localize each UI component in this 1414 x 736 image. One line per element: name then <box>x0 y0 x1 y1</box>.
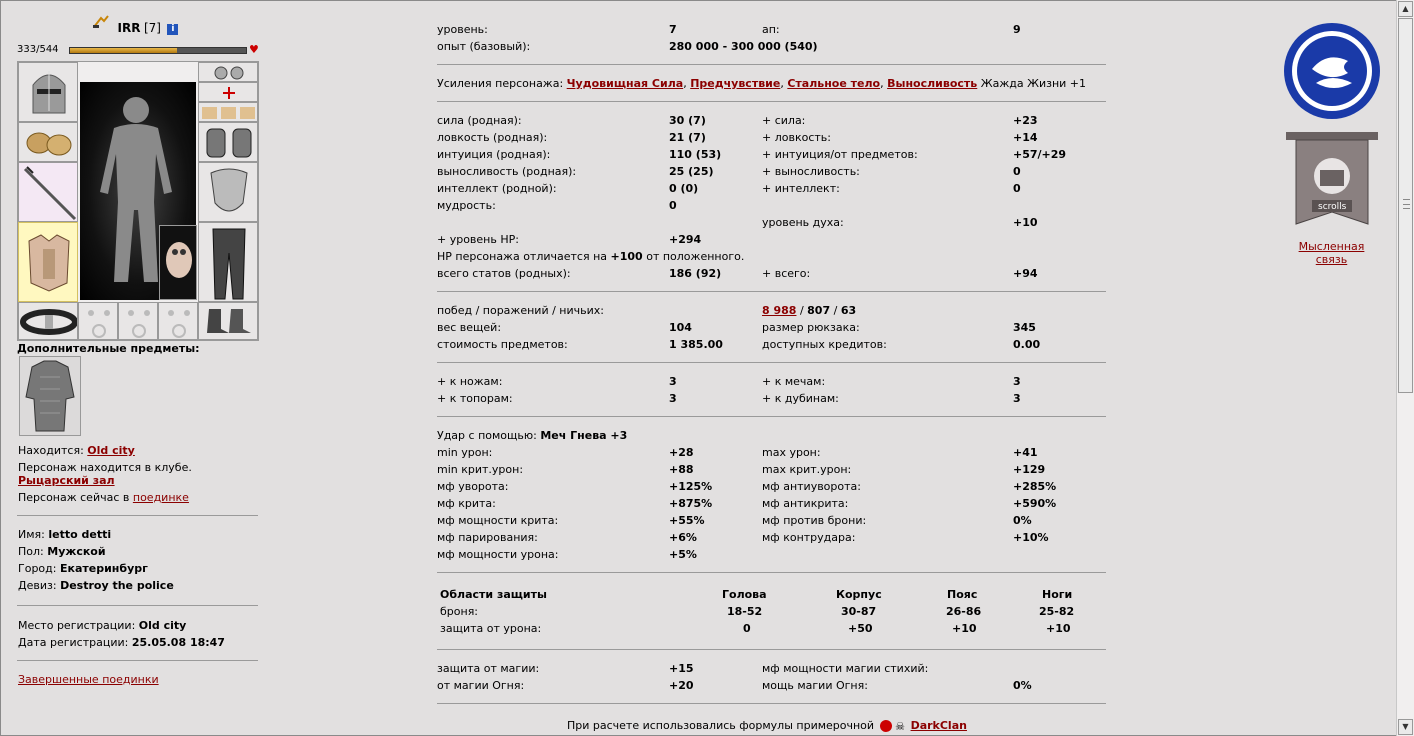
attribute-l: выносливость (родная): <box>437 165 577 178</box>
heart-icon: ♥ <box>249 43 259 56</box>
elem-power-label: мф мощности магии стихий: <box>762 662 929 675</box>
helmet-icon <box>19 63 78 122</box>
wins-link[interactable]: 8 988 <box>762 304 797 317</box>
knives-value: 3 <box>669 375 677 388</box>
magic-def-label: защита от магии: <box>437 662 540 675</box>
divider <box>437 291 1106 292</box>
cost-value: 1 385.00 <box>669 338 723 351</box>
divider <box>437 703 1106 704</box>
hit-row <box>437 429 627 442</box>
divider <box>437 572 1106 573</box>
armor-icon <box>19 223 78 302</box>
empty-ring-icon <box>79 303 118 340</box>
info-icon[interactable]: i <box>167 24 178 35</box>
reg-place-label: Место регистрации: <box>18 619 136 632</box>
axes-value: 3 <box>669 392 677 405</box>
weapon-slot[interactable] <box>18 162 78 222</box>
attribute-v: 21 (7) <box>669 131 706 144</box>
divider <box>17 515 258 516</box>
hp-row <box>17 44 259 58</box>
clan-badge-icon <box>880 720 892 732</box>
combat-stat-l: мф мощности урона: <box>437 548 559 561</box>
fight-link[interactable]: поединке <box>132 491 189 504</box>
gender-value: Мужской <box>47 545 106 558</box>
character-nick-row <box>92 21 178 37</box>
bracers-slot[interactable] <box>18 122 78 162</box>
club-link[interactable]: Рыцарский зал <box>18 474 115 487</box>
leggings-icon <box>199 223 258 302</box>
combat-stat-v2: +285% <box>1013 480 1057 493</box>
hp-note <box>437 250 744 263</box>
motto-label: Девиз: <box>18 579 57 592</box>
backpack-label: размер рюкзака: <box>762 321 860 334</box>
fire-def-value: +20 <box>669 679 694 692</box>
gender-row <box>18 545 106 558</box>
armor-body: 30-87 <box>841 605 877 618</box>
status-text: Персонаж сейчас в <box>18 491 130 504</box>
empty-ring-icon <box>159 303 198 340</box>
attribute-v: +294 <box>669 233 702 246</box>
city-value: Екатеринбург <box>59 562 148 575</box>
total-label-2: + всего: <box>762 267 811 280</box>
gloves-slot[interactable] <box>198 122 258 162</box>
armor-label: броня: <box>440 605 479 618</box>
attribute-l: интеллект (родной): <box>437 182 557 195</box>
divider <box>17 605 258 606</box>
hit-label: Удар с помощью: <box>437 429 537 442</box>
credits-label: доступных кредитов: <box>762 338 887 351</box>
backpack-value: 345 <box>1013 321 1036 334</box>
sword-icon <box>19 163 78 222</box>
gloves-icon <box>199 123 258 162</box>
hp-bar-fill <box>70 48 177 53</box>
shirt-icon <box>20 357 80 435</box>
helmet-slot[interactable] <box>18 62 78 122</box>
combat-stat-v: +875% <box>669 497 713 510</box>
attribute-v: 0 <box>669 199 677 212</box>
boots-icon <box>199 303 258 340</box>
attribute-l2: + интеллект: <box>762 182 840 195</box>
divider <box>17 660 258 661</box>
hp-bar <box>69 47 247 54</box>
buff-link[interactable]: Чудовищная Сила <box>566 77 684 90</box>
reg-place-value: Old city <box>138 619 187 632</box>
attribute-v: 0 (0) <box>669 182 699 195</box>
reg-date-label: Дата регистрации: <box>18 636 129 649</box>
combat-stat-l: мф мощности крита: <box>437 514 559 527</box>
divider <box>437 416 1106 417</box>
mental-link[interactable]: Мысленная связь <box>1298 240 1365 266</box>
combat-stat-l: мф уворота: <box>437 480 509 493</box>
equipment-panel <box>17 61 259 341</box>
combat-stat-l: min крит.урон: <box>437 463 524 476</box>
axes-label: + к топорам: <box>437 392 513 405</box>
ap-value: 9 <box>1013 23 1021 36</box>
city-row <box>18 562 148 575</box>
buff-tail: Жажда Жизни +1 <box>980 77 1087 90</box>
dmg-protection-label: защита от урона: <box>440 622 542 635</box>
dmg-legs: +10 <box>1046 622 1071 635</box>
combat-stat-l: min урон: <box>437 446 493 459</box>
fire-def-label: от магии Огня: <box>437 679 525 692</box>
scroll-grip-icon <box>1403 199 1410 209</box>
attribute-l2: + интуиция/от предметов: <box>762 148 918 161</box>
scrolls-label: scrolls <box>1318 202 1347 212</box>
draws-value: 63 <box>840 304 857 317</box>
armor-legs: 25-82 <box>1039 605 1075 618</box>
attribute-v: 25 (25) <box>669 165 714 178</box>
fire-power-value: 0% <box>1013 679 1032 692</box>
attribute-v2: +57/+29 <box>1013 148 1067 161</box>
additional-items-title: Дополнительные предметы: <box>17 342 200 355</box>
attribute-l2: уровень духа: <box>762 216 844 229</box>
earrings-slot[interactable] <box>198 62 258 82</box>
magic-def-value: +15 <box>669 662 694 675</box>
divider <box>437 101 1106 102</box>
scroll-down-button[interactable]: ▼ <box>1398 719 1413 735</box>
reg-date-value: 25.05.08 18:47 <box>131 636 225 649</box>
weight-value: 104 <box>669 321 692 334</box>
buffs-label: Усиления персонажа: <box>437 77 564 90</box>
clubs-label: + к дубинам: <box>762 392 839 405</box>
align-icon <box>92 15 110 29</box>
armor-slot[interactable] <box>18 222 78 302</box>
combat-stat-v2: +10% <box>1013 531 1049 544</box>
attribute-v2: 0 <box>1013 182 1021 195</box>
combat-stat-l2: мф контрудара: <box>762 531 856 544</box>
combat-stat-v: +6% <box>669 531 697 544</box>
shield-slot[interactable] <box>198 162 258 222</box>
finished-fights-link[interactable]: Завершенные поединки <box>18 673 159 686</box>
boots-slot[interactable] <box>198 302 258 340</box>
combat-stat-l2: мф антиуворота: <box>762 480 861 493</box>
bracers-icon <box>19 123 78 162</box>
divider <box>437 362 1106 363</box>
footer-text: При расчете использовались формулы примерочной <box>567 719 875 732</box>
name-row <box>18 528 111 541</box>
weight-label: вес вещей: <box>437 321 502 334</box>
ring-slot-3[interactable] <box>158 302 198 340</box>
hit-weapon: Меч Гнева +3 <box>540 429 628 442</box>
scroll-up-button[interactable]: ▲ <box>1398 1 1413 17</box>
attribute-l: мудрость: <box>437 199 496 212</box>
city-label: Город: <box>18 562 57 575</box>
character-nick: IRR <box>117 21 141 35</box>
combat-stat-v: +5% <box>669 548 697 561</box>
combat-stat-l2: max урон: <box>762 446 821 459</box>
hp-note-post: от положенного. <box>646 250 745 263</box>
knives-label: + к ножам: <box>437 375 503 388</box>
attribute-l2: + ловкость: <box>762 131 831 144</box>
dmg-head: 0 <box>743 622 751 635</box>
reg-date-row <box>18 636 225 649</box>
dmg-waist: +10 <box>952 622 977 635</box>
rings-icon <box>199 103 258 122</box>
club-text: Персонаж находится в клубе. <box>18 461 192 474</box>
buff-link[interactable]: Предчувствие <box>690 77 781 90</box>
vertical-scrollbar[interactable] <box>1396 0 1414 736</box>
attribute-v2: +10 <box>1013 216 1038 229</box>
darkclan-link[interactable]: DarkClan <box>910 719 967 732</box>
exp-value: 280 000 - 300 000 (540) <box>669 40 818 53</box>
amulet-icon <box>199 83 258 102</box>
combat-stat-v2: +129 <box>1013 463 1046 476</box>
combat-stat-v2: +41 <box>1013 446 1038 459</box>
attribute-l2: + сила: <box>762 114 806 127</box>
shield-icon <box>199 163 258 222</box>
hp-note-pre: HP персонажа отличается на <box>437 250 608 263</box>
wins-label: побед / поражений / ничьих: <box>437 304 604 317</box>
protection-col-legs: Ноги <box>1042 588 1073 601</box>
combat-stat-l: мф крита: <box>437 497 496 510</box>
fire-power-label: мощь магии Огня: <box>762 679 868 692</box>
footer-row <box>567 719 967 732</box>
dmg-body: +50 <box>848 622 873 635</box>
attribute-v: 30 (7) <box>669 114 706 127</box>
buffs-row: Усиления персонажа: Чудовищная Сила, Предчувствие, Стальное тело, Выносливость Жажда Жизни +1 <box>437 77 1087 90</box>
legs-slot[interactable] <box>198 222 258 302</box>
buff-link[interactable]: Выносливость <box>887 77 978 90</box>
clan-logo-icon[interactable] <box>1282 21 1382 121</box>
location-row <box>18 444 135 457</box>
motto-row <box>18 579 174 592</box>
ring-slot-1[interactable] <box>78 302 118 340</box>
buff-link[interactable]: Стальное тело <box>787 77 881 90</box>
amulet-slot[interactable] <box>198 82 258 102</box>
combat-stat-l2: мф против брони: <box>762 514 867 527</box>
reg-place-row <box>18 619 186 632</box>
attribute-v2: 0 <box>1013 165 1021 178</box>
protection-col-head: Голова <box>722 588 767 601</box>
attribute-l: сила (родная): <box>437 114 522 127</box>
wins-row: 8 988 / 807 / 63 <box>762 304 857 317</box>
total-value: 186 (92) <box>669 267 722 280</box>
credits-value: 0.00 <box>1013 338 1041 351</box>
skull-icon: ☠ <box>895 720 905 733</box>
additional-item-slot[interactable] <box>19 356 81 436</box>
location-link[interactable]: Old city <box>87 444 135 457</box>
total-label: всего статов (родных): <box>437 267 571 280</box>
level-value: 7 <box>669 23 677 36</box>
clubs-value: 3 <box>1013 392 1021 405</box>
ap-label: ап: <box>762 23 780 36</box>
level-label: уровень: <box>437 23 488 36</box>
earrings-icon <box>199 63 258 82</box>
exp-label: опыт (базовый): <box>437 40 531 53</box>
hp-note-value: +100 <box>610 250 643 263</box>
belt-icon <box>19 303 78 340</box>
scroll-thumb[interactable] <box>1398 18 1413 393</box>
combat-stat-v2: 0% <box>1013 514 1032 527</box>
name-label: Имя: <box>18 528 45 541</box>
owl-icon <box>160 226 197 300</box>
protection-title: Области защиты <box>440 588 547 601</box>
swords-label: + к мечам: <box>762 375 826 388</box>
combat-stat-v: +88 <box>669 463 694 476</box>
attribute-l: интуиция (родная): <box>437 148 551 161</box>
protection-col-waist: Пояс <box>947 588 978 601</box>
scrolls-banner-icon[interactable] <box>1282 130 1382 226</box>
pet-slot[interactable] <box>159 225 197 300</box>
empty-ring-icon <box>119 303 158 340</box>
belt-slot[interactable] <box>18 302 78 340</box>
combat-stat-l2: max крит.урон: <box>762 463 852 476</box>
divider <box>437 649 1106 650</box>
attribute-v: 110 (53) <box>669 148 722 161</box>
combat-stat-v: +55% <box>669 514 705 527</box>
combat-stat-l2: мф антикрита: <box>762 497 849 510</box>
combat-stat-v: +125% <box>669 480 713 493</box>
hp-text: 333/544 <box>17 44 59 55</box>
protection-col-body: Корпус <box>836 588 882 601</box>
divider <box>437 64 1106 65</box>
losses-value: 807 <box>807 304 831 317</box>
motto-value: Destroy the police <box>60 579 174 592</box>
attribute-v2: +23 <box>1013 114 1038 127</box>
rings-slot[interactable] <box>198 102 258 122</box>
cost-label: стоимость предметов: <box>437 338 568 351</box>
ring-slot-2[interactable] <box>118 302 158 340</box>
attribute-l2: + выносливость: <box>762 165 860 178</box>
total-value-2: +94 <box>1013 267 1038 280</box>
gender-label: Пол: <box>18 545 44 558</box>
attribute-l: + уровень HP: <box>437 233 519 246</box>
status-row <box>18 491 189 504</box>
swords-value: 3 <box>1013 375 1021 388</box>
armor-head: 18-52 <box>727 605 763 618</box>
location-label: Находится: <box>18 444 84 457</box>
combat-stat-v2: +590% <box>1013 497 1057 510</box>
character-level: [7] <box>143 21 161 35</box>
attribute-v2: +14 <box>1013 131 1038 144</box>
armor-waist: 26-86 <box>946 605 982 618</box>
combat-stat-v: +28 <box>669 446 694 459</box>
name-value: letto detti <box>48 528 112 541</box>
combat-stat-l: мф парирования: <box>437 531 538 544</box>
attribute-l: ловкость (родная): <box>437 131 548 144</box>
